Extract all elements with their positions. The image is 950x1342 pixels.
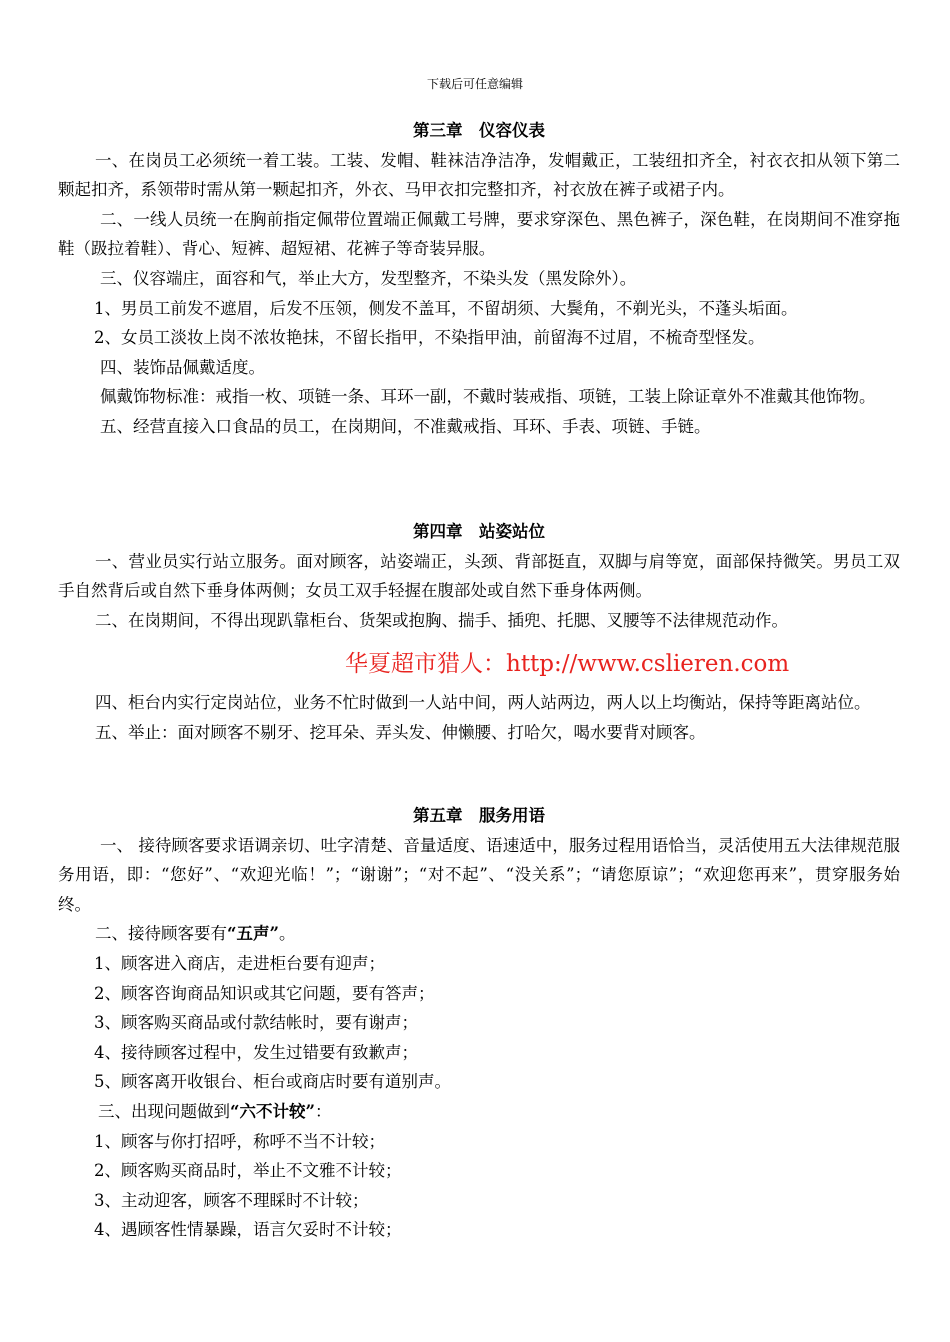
text: ： <box>314 1101 332 1121</box>
list-item: 5、顾客离开收银台、柜台或商店时要有道别声。 <box>94 1072 451 1092</box>
paragraph: 1、男员工前发不遮眉，后发不压领，侧发不盖耳，不留胡须、大鬓角，不剃光头，不蓬头垢面。 <box>94 298 798 318</box>
emphasis-text: “五声” <box>227 924 279 944</box>
list-item: 4、接待顾客过程中，发生过错要有致歉声； <box>94 1042 418 1062</box>
chapter-5 <box>58 801 900 1245</box>
list-item: 2、顾客咨询商品知识或其它问题，要有答声； <box>94 983 435 1003</box>
list-item: 4、遇顾客性情暴躁，语言欠妥时不计较； <box>94 1220 402 1240</box>
site-banner: 华夏超市猎人：http://www.cslieren.com <box>345 651 790 677</box>
chapter-3-title: 第三章 仪容仪表 <box>413 121 545 140</box>
paragraph <box>58 919 900 949</box>
list-item: 1、顾客与你打招呼，称呼不当不计较； <box>94 1131 385 1151</box>
paragraph: 四、柜台内实行定岗站位，业务不忙时做到一人站中间，两人站两边，两人以上均衡站，保持等距离站位。 <box>95 693 871 712</box>
emphasis-text: “六不计较” <box>230 1101 315 1121</box>
text: 三、出现问题做到 <box>98 1101 230 1121</box>
paragraph: 二、在岗期间，不得出现趴靠柜台、货架或抱胸、揣手、插兜、托腮、叉腰等不法律规范动作。 <box>95 610 788 630</box>
paragraph: 一、在岗员工必须统一着工装。工装、发帽、鞋袜洁净洁净，发帽戴正，工装纽扣齐全，衬衣衣扣从领下第二颗起扣齐，系领带时需从第一颗起扣齐，外衣、马甲衣扣完整扣齐，衬衣放在裤子或裙子内。 <box>58 150 900 200</box>
chapter-4 <box>58 517 900 635</box>
paragraph: 一、 接待顾客要求语调亲切、吐字清楚、音量适度、语速适中，服务过程用语恰当，灵活使用五大法律规范服务用语，即：“您好”、“欢迎光临！”；“谢谢”；“对不起”、“没关系”；“请您原谅”；“欢迎您再来”，贯穿服务始终。 <box>58 835 900 914</box>
text: 。 <box>278 924 296 944</box>
paragraph <box>58 1097 900 1127</box>
paragraph: 五、经营直接入口食品的员工，在岗期间，不准戴戒指、耳环、手表、项链、手链。 <box>100 416 711 436</box>
paragraph: 2、女员工淡妆上岗不浓妆艳抹，不留长指甲，不染指甲油，前留海不过眉，不梳奇型怪发。 <box>94 328 765 348</box>
chapter-4-title: 第四章 站姿站位 <box>413 522 545 541</box>
paragraph: 一、营业员实行站立服务。面对顾客，站姿端正，头颈、背部挺直，双脚与肩等宽，面部保持微笑。男员工双手自然背后或自然下垂身体两侧；女员工双手轻握在腹部处或自然下垂身体两侧。 <box>58 551 900 601</box>
paragraph: 三、仪容端庄，面容和气，举止大方，发型整齐，不染头发（黑发除外）。 <box>100 268 637 288</box>
text: 二、接待顾客要有 <box>95 924 227 944</box>
chapter-5-title: 第五章 服务用语 <box>413 806 545 825</box>
paragraph: 佩戴饰物标准：戒指一枚、项链一条、耳环一副，不戴时装戒指、项链，工装上除证章外不准戴其他饰物。 <box>100 387 876 407</box>
chapter-3 <box>58 116 900 442</box>
list-item: 3、主动迎客，顾客不理睬时不计较； <box>94 1190 369 1210</box>
list-item: 2、顾客购买商品时，举止不文雅不计较； <box>94 1161 402 1181</box>
page-header: 下载后可任意编辑 <box>426 77 523 91</box>
paragraph: 二、一线人员统一在胸前指定佩带位置端正佩戴工号牌，要求穿深色、黑色裤子，深色鞋，在岗期间不准穿拖鞋（趿拉着鞋）、背心、短裤、超短裙、花裤子等奇装异服。 <box>58 209 900 259</box>
list-item: 3、顾客购买商品或付款结帐时，要有谢声； <box>94 1013 418 1033</box>
paragraph: 五、举止：面对顾客不剔牙、挖耳朵、弄头发、伸懒腰、打哈欠，喝水要背对顾客。 <box>95 722 706 742</box>
paragraph: 四、装饰品佩戴适度。 <box>100 357 265 377</box>
chapter-4-continued <box>58 688 900 747</box>
list-item: 1、顾客进入商店，走进柜台要有迎声； <box>94 953 385 973</box>
